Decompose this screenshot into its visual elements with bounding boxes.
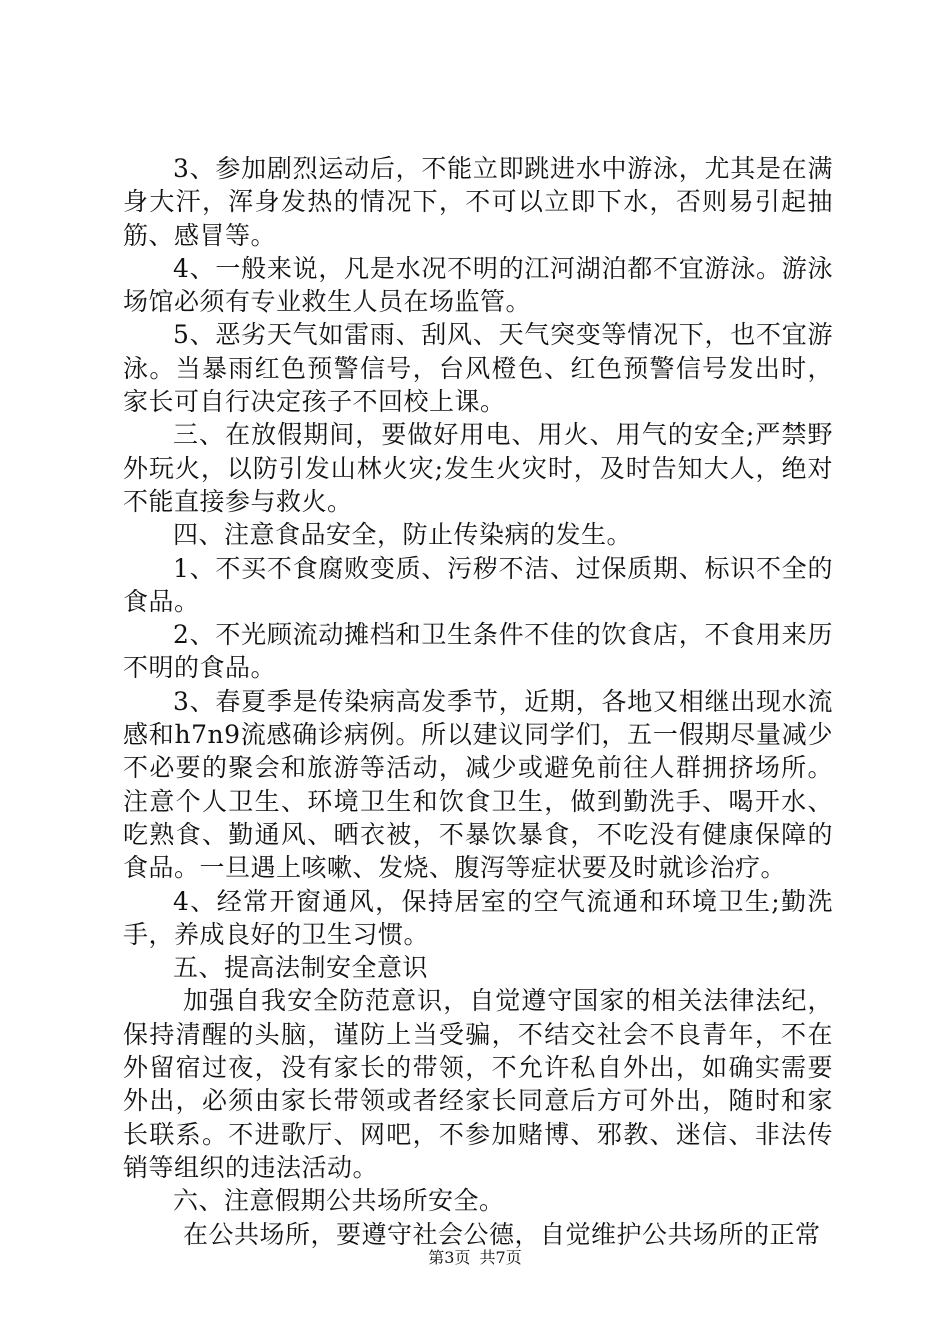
section-heading: 六、注意假期公共场所安全。 [173, 1186, 505, 1216]
paragraph: 3、参加剧烈运动后，不能立即跳进水中游泳，尤其是在满身大汗，浑身发热的情况下，不可以立即下水，否则易引起抽筋、感冒等。 [123, 154, 833, 250]
page-number: 第3页 [428, 1248, 471, 1267]
page-footer [0, 1245, 950, 1268]
paragraph: 加强自我安全防范意识，自觉遵守国家的相关法律法纪，保持清醒的头脑，谨防上当受骗，不结交社会不良青年，不在外留宿过夜，没有家长的带领，不允许私自外出，如确实需要外出，必须由家长带领或者经家长同意后方可外出，随时和家长联系。不进歌厅、网吧，不参加赌博、邪教、迷信、非法传销等组织的违法活动。 [123, 986, 833, 1182]
paragraph: 4、经常开窗通风，保持居室的空气流通和环境卫生;勤洗手，养成良好的卫生习惯。 [123, 886, 833, 949]
paragraph: 3、春夏季是传染病高发季节，近期，各地又相继出现水流感和h7n9流感确诊病例。所以建议同学们，五一假期尽量减少不必要的聚会和旅游等活动，减少或避免前往人群拥挤场所。注意个人卫生、环境卫生和饮食卫生，做到勤洗手、喝开水、吃熟食、勤通风、晒衣被，不暴饮暴食，不吃没有健康保障的食品。一旦遇上咳嗽、发烧、腹泻等症状要及时就诊治疗。 [123, 686, 833, 883]
section-heading: 四、注意食品安全，防止传染病的发生。 [173, 520, 633, 550]
paragraph: 4、一般来说，凡是水况不明的江河湖泊都不宜游泳。游泳场馆必须有专业救生人员在场监管。 [123, 253, 833, 317]
paragraph: 1、不买不食腐败变质、污秽不洁、过保质期、标识不全的食品。 [123, 553, 833, 616]
paragraph: 在公共场所，要遵守社会公德，自觉维护公共场所的正常 [183, 1219, 821, 1249]
section-heading: 五、提高法制安全意识 [173, 953, 429, 983]
paragraph: 2、不光顾流动摊档和卫生条件不佳的饮食店，不食用来历不明的食品。 [123, 620, 833, 683]
document-body [123, 152, 833, 1251]
page-total: 共7页 [479, 1248, 522, 1267]
paragraph: 5、恶劣天气如雷雨、刮风、天气突变等情况下，也不宜游泳。当暴雨红色预警信号，台风橙色、红色预警信号发出时，家长可自行决定孩子不回校上课。 [123, 320, 833, 417]
paragraph: 三、在放假期间，要做好用电、用火、用气的安全;严禁野外玩火，以防引发山林火灾;发生火灾时，及时告知大人，绝对不能直接参与救火。 [123, 420, 833, 516]
